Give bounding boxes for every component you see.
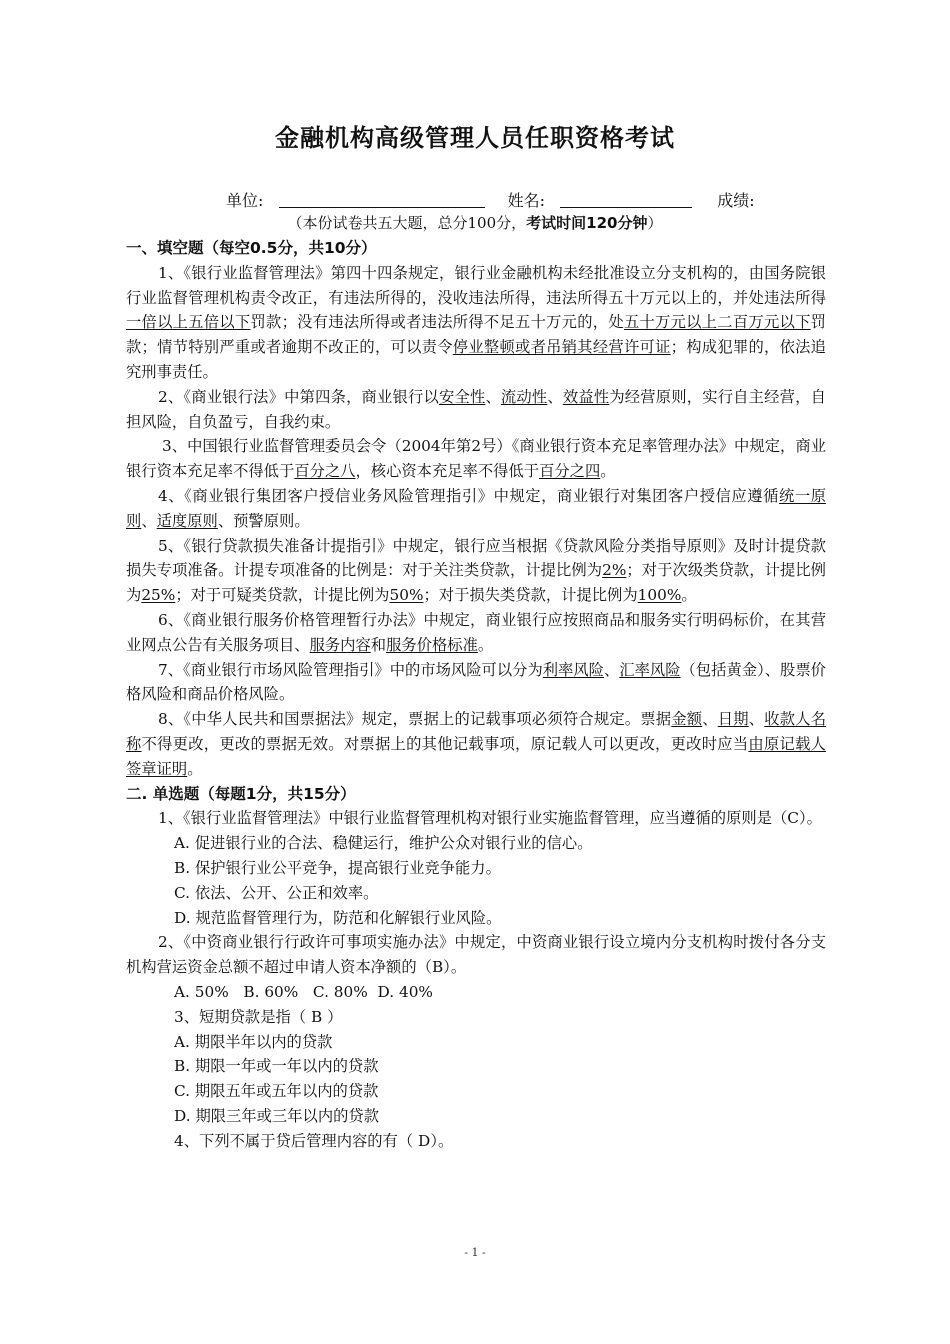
answer: 百分之四 (539, 462, 601, 481)
exam-content (126, 236, 826, 1153)
choice-options-line: A. 50% B. 60% C. 80% D. 40% (174, 982, 433, 1001)
fill-question-3 (126, 434, 826, 484)
answer: 2% (602, 561, 627, 580)
choice-option: C. 期限五年或五年以内的贷款 (174, 1082, 379, 1101)
choice-option: A. 促进银行业的合法、稳健运行，维护公众对银行业的信心。 (174, 834, 593, 853)
name-blank (560, 191, 692, 208)
answer: 服务内容 (309, 635, 371, 654)
text: 。 (477, 635, 494, 654)
note-suffix: ） (647, 214, 663, 232)
separator: 和 (370, 635, 387, 654)
text: 5、《银行贷款损失准备计提指引》中规定，银行应当根据《贷款风险分类指导原则》及时计提贷款损失专项准备。计提专项准备的比例是：对于关注类贷款，计提比例为 (126, 536, 826, 580)
answer: 25% (141, 586, 176, 605)
choice-option: B. 期限一年或一年以内的贷款 (174, 1057, 379, 1076)
text: 1、《银行业监督管理法》第四十四条规定，银行业金融机构未经批准设立分支机构的，由国务院银行业监督管理机构责令改正，有违法所得的，没收违法所得，违法所得五十万元以上的，并处违法所得 (126, 263, 826, 307)
text: 。 (681, 586, 697, 605)
unit-blank (279, 191, 485, 208)
choice-question-1-stem: 1、《银行业监督管理法》中银行业监督管理机构对银行业实施监督管理，应当遵循的原则是（C）。 (158, 809, 822, 828)
text: 、预警原则。 (217, 511, 310, 530)
fill-question-8 (126, 707, 826, 781)
choice-option: D. 期限三年或三年以内的贷款 (174, 1106, 380, 1125)
text: ，核心资本充足率不得低于 (355, 462, 540, 481)
fill-question-1 (126, 261, 826, 385)
text: 4、《商业银行集团客户授信业务风险管理指引》中规定，商业银行对集团客户授信应遵循 (158, 486, 779, 505)
answer: 收款人名称 (126, 710, 826, 753)
answer: 100% (637, 586, 682, 605)
separator: 、 (748, 710, 765, 729)
fill-question-5 (126, 534, 826, 608)
text: ；构成犯罪的，依法追究刑事责任。 (126, 338, 826, 381)
answer: 安全性 (438, 387, 486, 406)
choice-option: B. 保护银行业公平竞争，提高银行业竞争能力。 (174, 858, 501, 877)
unit-label: 单位: (226, 191, 264, 210)
text: 为经营原则，实行自主经营，自担风险，自负盈亏，自我约束。 (126, 387, 826, 431)
fill-question-4 (126, 484, 826, 534)
choice-option: C. 依法、公开、公正和效率。 (174, 883, 379, 902)
exam-note (0, 212, 950, 233)
separator: 、 (547, 387, 563, 406)
answer: 服务价格标准 (386, 635, 478, 654)
score-label: 成绩: (717, 191, 755, 210)
text: 7、《商业银行市场风险管理指引》中的市场风险可以分为 (158, 660, 543, 679)
text: 2、《商业银行法》中第四条，商业银行以 (158, 387, 439, 406)
choice-option: A. 期限半年以内的贷款 (174, 1032, 333, 1051)
text: 3、中国银行业监督管理委员会令（2004年第2号）《商业银行资本充足率管理办法》中规定，商业银行资本充足率不得低于 (126, 437, 826, 481)
text: 不得更改，更改的票据无效。对票据上的其他记载事项，原记载人可以更改，更改时应当 (141, 734, 749, 753)
section1-heading: 一、填空题（每空0.5分，共10分） (126, 239, 377, 257)
answer: 五十万元以上二百万元以下 (623, 313, 811, 332)
text: 。 (187, 759, 203, 778)
text: ；对于损失类贷款，计提比例为 (423, 586, 638, 605)
exam-title: 金融机构高级管理人员任职资格考试 (275, 124, 675, 152)
text: （包括黄金）、股票价格风险和商品价格风险。 (126, 660, 826, 704)
name-label: 姓名: (507, 191, 545, 210)
text: 8、《中华人民共和国票据法》规定，票据上的记载事项必须符合规定。票据 (158, 710, 672, 729)
answer: 效益性 (562, 387, 610, 406)
answer: 汇率风险 (619, 660, 681, 679)
text: 6、《商业银行服务价格管理暂行办法》中规定，商业银行应按照商品和服务实行明码标价，在其营业网点公告有关服务项目、 (126, 610, 826, 654)
exam-header-fields (226, 188, 755, 211)
answer: 金额 (671, 710, 703, 729)
text: ；对于次级类贷款，计提比例为 (126, 561, 826, 605)
answer: 流动性 (500, 387, 548, 406)
separator: 、 (702, 710, 718, 729)
choice-question-2-stem: 2、《中资商业银行行政许可事项实施办法》中规定，中资商业银行设立境内分支机构时拨付各分支机构营运资金总额不超过申请人资本净额的（B）。 (126, 933, 826, 977)
answer: 统一原则 (126, 486, 826, 530)
separator: 、 (604, 660, 620, 679)
fill-question-2 (126, 385, 826, 435)
answer: 适度原则 (156, 511, 218, 530)
section2-heading: 二. 单选题（每题1分，共15分） (126, 784, 356, 803)
text: 罚款；没有违法所得或者违法所得不足五十万元的，处 (250, 313, 624, 332)
page-number: - 1 - (464, 1246, 486, 1259)
note-prefix: （本份试卷共五大题，总分100分， (287, 214, 527, 232)
choice-option: D. 规范监督管理行为，防范和化解银行业风险。 (174, 908, 502, 927)
fill-question-6 (126, 608, 826, 658)
text: 罚款；情节特别严重或者逾期不改正的，可以责令 (126, 313, 826, 357)
choice-question-4-stem: 4、下列不属于贷后管理内容的有（ D）。 (174, 1131, 454, 1150)
choice-question-3-stem: 3、短期贷款是指（ B ） (174, 1007, 343, 1026)
answer: 由原记载人签章证明 (126, 734, 826, 778)
separator: 、 (485, 387, 501, 406)
answer: 停业整顿或者吊销其经营许可证 (452, 338, 671, 357)
answer: 一倍以上五倍以下 (126, 313, 251, 332)
separator: 、 (141, 511, 157, 530)
answer: 百分之八 (294, 462, 356, 481)
text: ；对于可疑类贷款，计提比例为 (175, 586, 390, 605)
answer: 50% (389, 586, 424, 605)
text: 。 (600, 462, 616, 481)
fill-question-7 (126, 658, 826, 708)
answer: 利率风险 (542, 660, 604, 679)
note-exam-time: 考试时间120分钟 (526, 214, 648, 232)
answer: 日期 (717, 710, 749, 729)
